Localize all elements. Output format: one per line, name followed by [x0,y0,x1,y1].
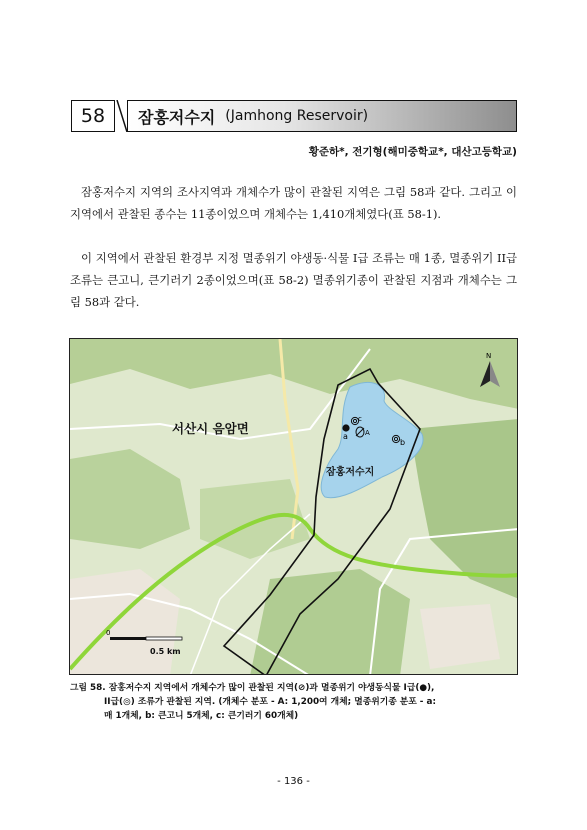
caption-line-3: 매 1개체, b: 큰고니 5개체, c: 큰기러기 60개체) [104,711,299,721]
caption-line-1: 그림 58. 잠홍저수지 지역에서 개체수가 많이 관찰된 지역(⊘)과 멸종위기 야생동식물 I급(●), [70,683,435,693]
paragraph-endangered-species: 이 지역에서 관찰된 환경부 지정 멸종위기 야생동·식물 I급 조류는 매 1종, 멸종위기 II급 조류는 큰고니, 큰기러기 2종이었으며(표 58-2) 멸종위기종이 관찰된 지점과 개체수는 그림 58과 같다. [70,251,517,309]
point-label-b: b [400,438,406,447]
settlement-area-east [420,604,500,669]
authors: 황준하*, 전기형(해미중학교*, 대산고등학교) [308,146,517,158]
forest-area-north [70,339,518,409]
caption-line-2: II급(◎) 조류가 관찰된 지역. (개체수 분포 - A: 1,200여 개체; 멸종위기종 분포 - a: [104,697,436,707]
section-title-bar [127,100,517,132]
map-town-label: 서산시 음암면 [172,421,249,436]
svg-text:N: N [486,352,492,360]
filled-circle-marker [342,424,349,431]
map-graphic [70,339,518,675]
page-number: - 136 - [277,776,310,787]
forest-area-west [70,449,190,549]
forest-area-south [250,569,410,675]
section-title-english: (Jamhong Reservoir) [225,108,369,124]
point-label-c: c [358,415,362,423]
paragraph-survey-summary: 잠홍저수지 지역의 조사지역과 개체수가 많이 관찰된 지역은 그림 58과 같다. 그리고 이 지역에서 관찰된 종수는 11종이었으며 개체수는 1,410개체였다(표 58-1). [70,185,517,221]
reservoir-water [321,382,423,497]
point-label-A: A [365,429,370,437]
section-number-text: 58 [80,105,106,127]
map-scale-label: 0.5 km [150,647,181,656]
section-title-korean: 잠홍저수지 [138,107,216,127]
section-number [71,100,115,132]
survey-area-map [69,338,518,675]
map-reservoir-label: 잠홍저수지 [326,467,375,478]
settlement-area [70,569,180,675]
figure-caption [70,681,520,723]
point-label-a: a [343,432,348,441]
svg-text:0: 0 [106,629,111,637]
